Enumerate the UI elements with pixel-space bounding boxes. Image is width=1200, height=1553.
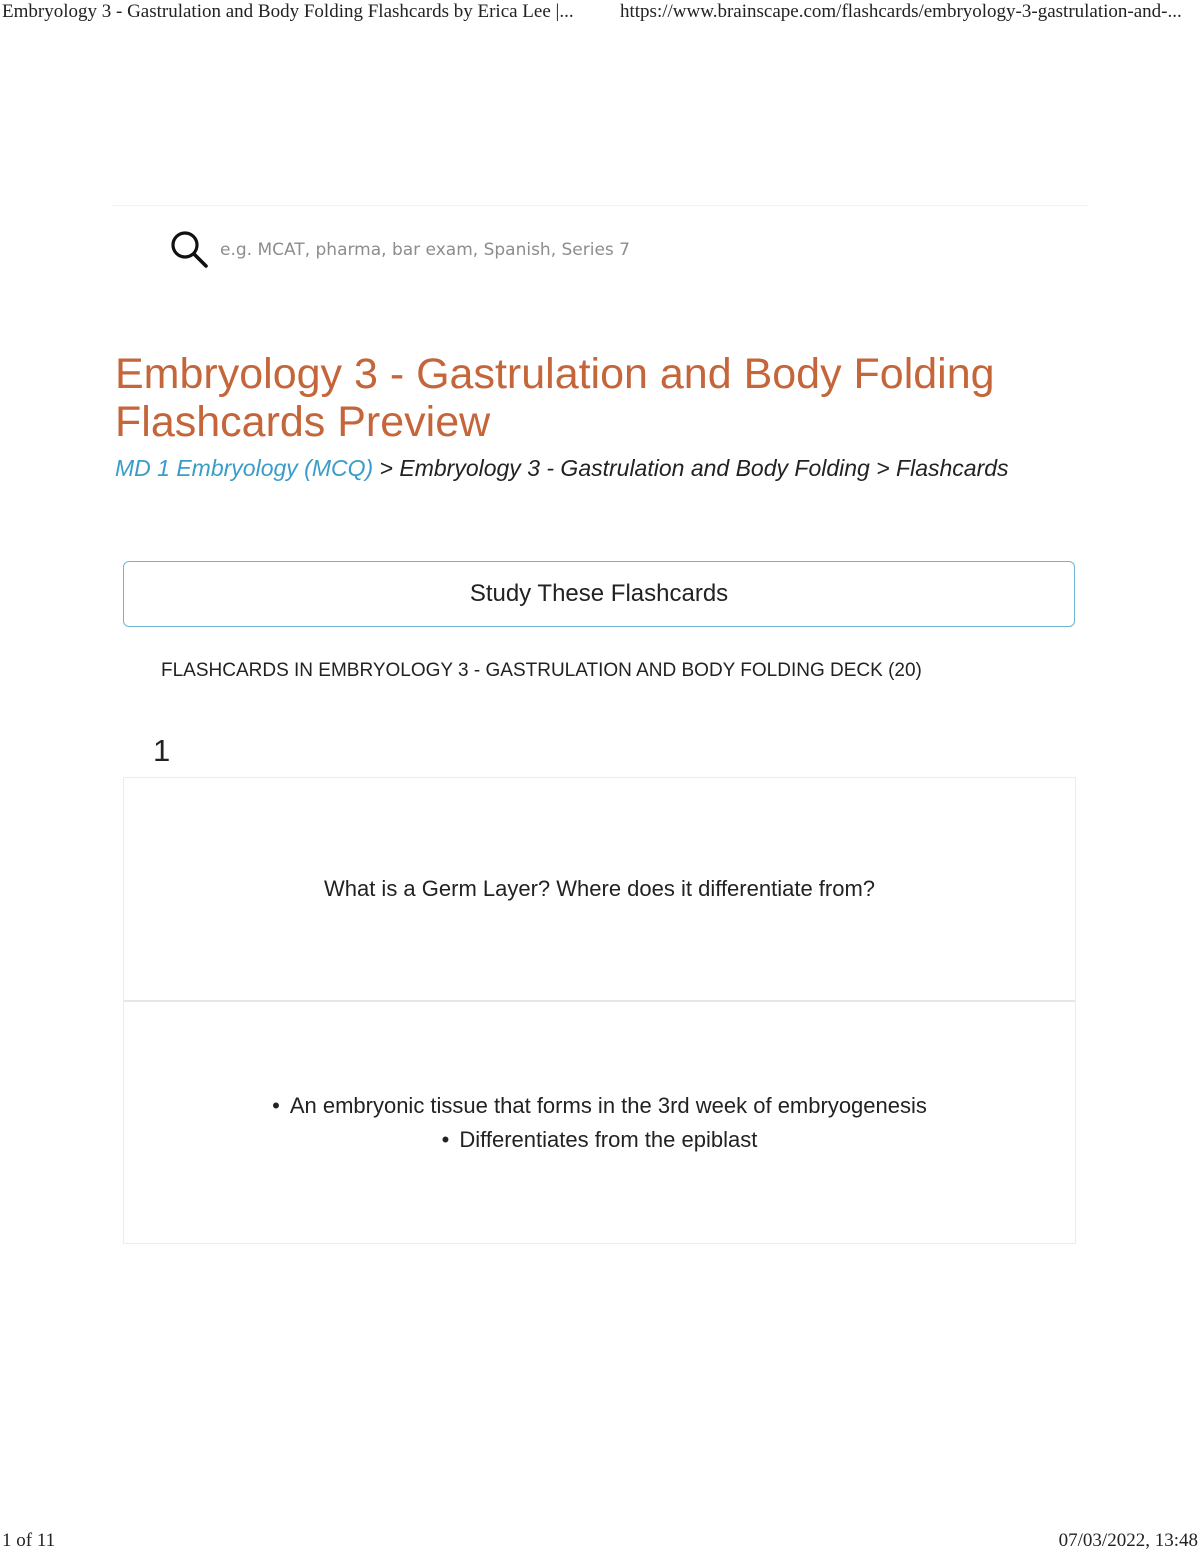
study-flashcards-button[interactable]: Study These Flashcards	[123, 561, 1075, 627]
print-header	[0, 0, 1200, 28]
search-icon[interactable]	[168, 228, 212, 272]
flashcard-question	[124, 778, 1075, 1002]
breadcrumb	[115, 455, 1009, 482]
page-title: Embryology 3 - Gastrulation and Body Folding Flashcards Preview	[115, 350, 995, 446]
search-bar	[168, 228, 868, 272]
card-number: 1	[153, 733, 171, 768]
answer-list	[272, 1089, 927, 1157]
print-header-title: Embryology 3 - Gastrulation and Body Folding Flashcards by Erica Lee |...	[2, 1, 574, 22]
print-footer-datetime: 07/03/2022, 13:48	[1058, 1530, 1198, 1551]
breadcrumb-link-deck-parent[interactable]: MD 1 Embryology (MCQ)	[115, 455, 374, 481]
answer-item: • An embryonic tissue that forms in the 3rd week of embryogenesis	[272, 1089, 927, 1123]
print-footer-page: 1 of 11	[2, 1530, 56, 1551]
deck-heading: FLASHCARDS IN EMBRYOLOGY 3 - GASTRULATION AND BODY FOLDING DECK (20)	[161, 660, 922, 681]
question-text: What is a Germ Layer? Where does it differentiate from?	[323, 876, 876, 901]
flashcard-answer	[124, 1002, 1075, 1243]
print-header-url: https://www.brainscape.com/flashcards/embryology-3-gastrulation-and-...	[620, 1, 1182, 22]
breadcrumb-trail: > Embryology 3 - Gastrulation and Body Folding > Flashcards	[373, 455, 1009, 481]
answer-item: • Differentiates from the epiblast	[272, 1123, 927, 1157]
header-divider	[112, 205, 1088, 206]
search-input[interactable]	[220, 236, 820, 264]
flashcard	[123, 777, 1076, 1244]
